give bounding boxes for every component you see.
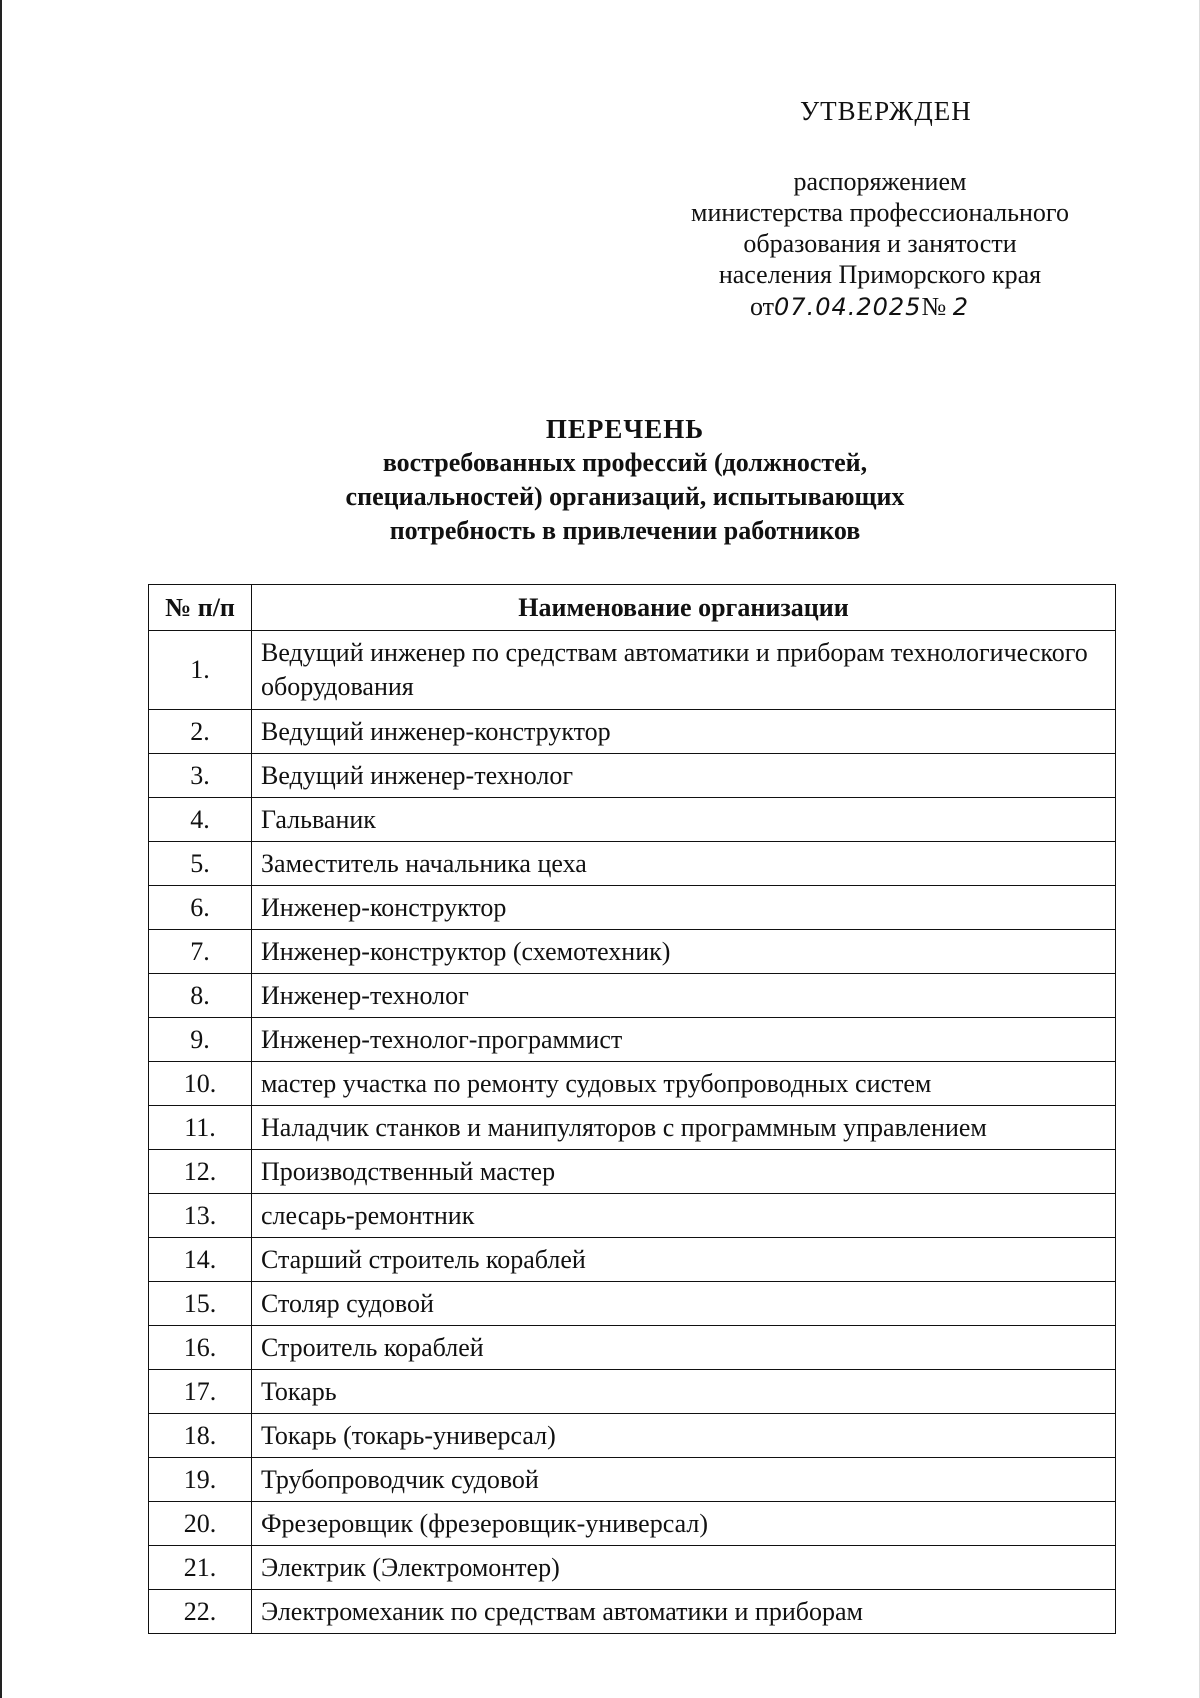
row-profession: Токарь — [252, 1370, 1116, 1414]
row-number: 18. — [149, 1414, 252, 1458]
table-row — [149, 1502, 1116, 1546]
row-profession: Инженер-конструктор (схемотехник) — [252, 930, 1116, 974]
row-number: 20. — [149, 1502, 252, 1546]
row-number: 7. — [149, 930, 252, 974]
row-number: 4. — [149, 798, 252, 842]
table-row — [149, 1590, 1116, 1634]
document-heading — [225, 412, 1025, 548]
table-row — [149, 930, 1116, 974]
handwritten-number: 2 — [952, 293, 970, 321]
row-number: 9. — [149, 1018, 252, 1062]
row-profession: Гальваник — [252, 798, 1116, 842]
row-number: 1. — [149, 631, 252, 710]
table-row — [149, 710, 1116, 754]
row-number: 22. — [149, 1590, 252, 1634]
approval-line: распоряжением — [793, 167, 967, 196]
table-row — [149, 1370, 1116, 1414]
document-subtitle-line: потребность в привлечении работников — [389, 516, 861, 545]
table-row — [149, 1546, 1116, 1590]
table-row — [149, 1018, 1116, 1062]
column-header-number: № п/п — [149, 585, 252, 631]
table-row — [149, 1194, 1116, 1238]
row-number: 17. — [149, 1370, 252, 1414]
row-profession: Заместитель начальника цеха — [252, 842, 1116, 886]
row-profession: Токарь (токарь-универсал) — [252, 1414, 1116, 1458]
document-subtitle-line: специальностей) организаций, испытывающих — [345, 482, 905, 511]
table-row — [149, 1106, 1116, 1150]
table-row — [149, 886, 1116, 930]
table-row — [149, 631, 1116, 710]
row-number: 19. — [149, 1458, 252, 1502]
approval-line: министерства профессионального — [691, 198, 1069, 227]
row-profession: Электромеханик по средствам автоматики и приборам — [252, 1590, 1116, 1634]
row-profession: Инженер-технолог — [252, 974, 1116, 1018]
row-profession: Электрик (Электромонтер) — [252, 1546, 1116, 1590]
row-profession: Старший строитель кораблей — [252, 1238, 1116, 1282]
row-number: 21. — [149, 1546, 252, 1590]
row-number: 13. — [149, 1194, 252, 1238]
row-number: 11. — [149, 1106, 252, 1150]
table-row — [149, 1062, 1116, 1106]
professions-table — [148, 584, 1116, 1634]
table-row — [149, 1150, 1116, 1194]
table-row — [149, 1326, 1116, 1370]
approval-date-line — [750, 292, 1050, 322]
row-number: 3. — [149, 754, 252, 798]
approval-title: УТВЕРЖДЕН — [800, 96, 972, 126]
row-number: 2. — [149, 710, 252, 754]
row-number: 15. — [149, 1282, 252, 1326]
approval-line: образования и занятости — [743, 229, 1017, 258]
row-profession: Строитель кораблей — [252, 1326, 1116, 1370]
row-profession: Инженер-технолог-программист — [252, 1018, 1116, 1062]
document-subtitle-line: востребованных профессий (должностей, — [382, 448, 868, 477]
row-profession: Столяр судовой — [252, 1282, 1116, 1326]
table-header-row — [149, 585, 1116, 631]
row-number: 10. — [149, 1062, 252, 1106]
row-profession: слесарь-ремонтник — [252, 1194, 1116, 1238]
table-row — [149, 754, 1116, 798]
row-number: 6. — [149, 886, 252, 930]
approval-text — [640, 166, 1120, 290]
row-profession: Ведущий инженер-технолог — [252, 754, 1116, 798]
table-row — [149, 1282, 1116, 1326]
row-profession: Инженер-конструктор — [252, 886, 1116, 930]
table-row — [149, 1458, 1116, 1502]
document-title: ПЕРЕЧЕНЬ — [545, 414, 705, 444]
table-row — [149, 842, 1116, 886]
row-profession: Трубопроводчик судовой — [252, 1458, 1116, 1502]
number-prefix: № — [921, 292, 947, 321]
table-row — [149, 1414, 1116, 1458]
table-row — [149, 798, 1116, 842]
row-profession: Наладчик станков и манипуляторов с программным управлением — [252, 1106, 1116, 1150]
table-row — [149, 1238, 1116, 1282]
row-number: 14. — [149, 1238, 252, 1282]
handwritten-date: 07.04.2025 — [774, 293, 922, 321]
row-profession: Производственный мастер — [252, 1150, 1116, 1194]
row-profession: мастер участка по ремонту судовых трубопроводных систем — [252, 1062, 1116, 1106]
row-profession: Фрезеровщик (фрезеровщик-универсал) — [252, 1502, 1116, 1546]
row-number: 5. — [149, 842, 252, 886]
row-number: 8. — [149, 974, 252, 1018]
date-prefix: от — [750, 292, 775, 321]
row-profession: Ведущий инженер по средствам автоматики и приборам технологического оборудования — [252, 631, 1116, 710]
row-profession: Ведущий инженер-конструктор — [252, 710, 1116, 754]
row-number: 16. — [149, 1326, 252, 1370]
approval-line: населения Приморского края — [718, 260, 1042, 289]
column-header-name: Наименование организации — [252, 585, 1116, 631]
row-number: 12. — [149, 1150, 252, 1194]
table-row — [149, 974, 1116, 1018]
page-edge-line — [0, 0, 2, 1698]
